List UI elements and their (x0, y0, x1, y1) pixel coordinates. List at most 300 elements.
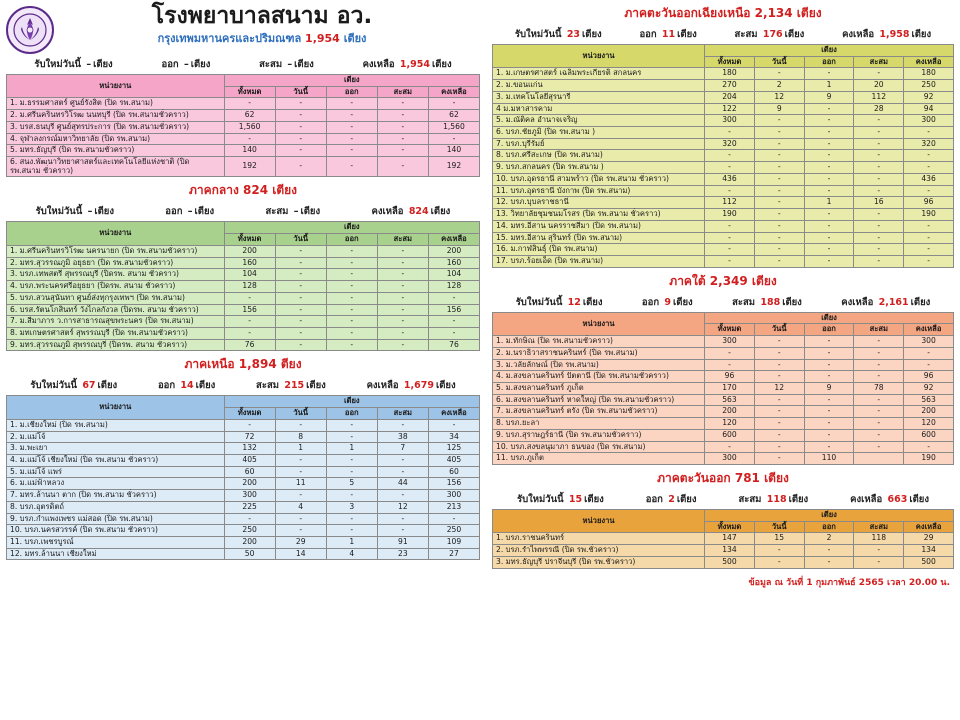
cell-out: - (326, 292, 377, 304)
table-row (493, 453, 954, 465)
cell-unit-name: 3. บรภ.เทพสตรี สุพรรณบุรี (ปิดรพ. สนาม ชั่วคราว) (7, 269, 225, 281)
cell-unit-name: 10. บรภ.อุดรธานี สามพร้าว (ปิด รพ.สนาม ชั่วคราว) (493, 173, 705, 185)
cell-cumulative: - (854, 429, 904, 441)
cell-remaining: 94 (904, 103, 954, 115)
table-row (493, 441, 954, 453)
cell-total: 200 (705, 406, 755, 418)
table-row (493, 545, 954, 557)
cell-remaining: - (904, 162, 954, 174)
table-row (7, 466, 480, 478)
cell-today: - (275, 513, 326, 525)
table-row (493, 197, 954, 209)
cell-cumulative: - (377, 121, 428, 133)
th-beds: เตียง (224, 222, 479, 234)
th-unit: หน่วยงาน (493, 312, 705, 335)
cell-unit-name: 3. ม.วลัยลักษณ์ (ปิด รพ.สนาม) (493, 359, 705, 371)
table-row (7, 501, 480, 513)
cell-out: - (804, 371, 854, 383)
th-unit: หน่วยงาน (493, 45, 705, 68)
cell-today: - (754, 418, 804, 430)
th-remaining: คงเหลือ (428, 234, 479, 246)
cell-total: - (224, 513, 275, 525)
cell-total: 300 (705, 336, 755, 348)
cell-out: 9 (804, 382, 854, 394)
th-today: วันนี้ (754, 521, 804, 533)
cell-remaining: 500 (904, 556, 954, 568)
th-out: ออก (326, 86, 377, 98)
cell-unit-name: 1. ม.เกษตรศาสตร์ เฉลิมพระเกียรติ สกลนคร (493, 68, 705, 80)
cell-total: 104 (224, 269, 275, 281)
cell-unit-name: 4 ม.มหาสารคาม (493, 103, 705, 115)
cell-unit-name: 8. มทเกษตรศาสตร์ สุพรรณบุรี (ปิด รพ.สนามชั่วคราว) (7, 327, 225, 339)
cell-today: 8 (275, 431, 326, 443)
cell-cumulative: 7 (377, 443, 428, 455)
cell-cumulative: 91 (377, 537, 428, 549)
th-beds: เตียง (705, 45, 954, 57)
cell-cumulative: - (377, 110, 428, 122)
cell-cumulative: - (854, 441, 904, 453)
cell-cumulative: - (377, 339, 428, 351)
cell-cumulative: 112 (854, 91, 904, 103)
cell-total: 225 (224, 501, 275, 513)
th-beds: เตียง (224, 396, 479, 408)
cell-today: 14 (275, 548, 326, 560)
cell-unit-name: 3. บรส.ธนบุรี ศูนย์สุทรประการ (ปิด รพ.สนามชั่วคราว) (7, 121, 225, 133)
cell-remaining: 300 (904, 336, 954, 348)
cell-unit-name: 17. บรภ.ร้อยเอ็ด (ปิด รพ.สนาม) (493, 255, 705, 267)
cell-total: - (705, 220, 755, 232)
cell-total: 96 (705, 371, 755, 383)
cell-unit-name: 5. บรภ.สวนสุนันทา ศูนย์ส่งทุกรุงเทพฯ (ปิด รพ.สนาม) (7, 292, 225, 304)
cell-cumulative: - (854, 162, 904, 174)
table-row (7, 304, 480, 316)
cell-today: - (275, 419, 326, 431)
cell-unit-name: 7. ม.สงขลานครินทร์ ตรัง (ปิด รพ.สนามชั่วคราว) (493, 406, 705, 418)
cell-cumulative: 38 (377, 431, 428, 443)
cell-total: 50 (224, 548, 275, 560)
table-row (7, 525, 480, 537)
cell-total: - (705, 150, 755, 162)
cell-unit-name: 4. จุฬาลงกรณ์มหาวิทยาลัย (ปิด รพ.สนาม) (7, 133, 225, 145)
cell-total: 156 (224, 304, 275, 316)
cell-total: 140 (224, 145, 275, 157)
cell-total: 180 (705, 68, 755, 80)
summary-bar-central: รับใหม่วันนี้ – เตียง ออก – เตียง สะสม – เตียง คงเหลือ 824 เตียง (35, 206, 451, 218)
cell-today: - (754, 406, 804, 418)
cell-out: - (326, 98, 377, 110)
th-remaining: คงเหลือ (904, 521, 954, 533)
cell-total: 204 (705, 91, 755, 103)
cell-total: 170 (705, 382, 755, 394)
cell-unit-name: 5. ม.ณัติคล อำนาจเจริญ (493, 115, 705, 127)
cell-unit-name: 16. ม.กาฬสินธุ์ (ปิด รพ.สนาม) (493, 244, 705, 256)
cell-today: - (275, 157, 326, 177)
cell-cumulative: - (377, 513, 428, 525)
subtitle-beds-number: 1,954 (305, 32, 340, 46)
th-out: ออก (326, 408, 377, 420)
cell-today: - (754, 556, 804, 568)
cell-cumulative: 78 (854, 382, 904, 394)
cell-today: - (754, 453, 804, 465)
cell-today: 1 (275, 443, 326, 455)
cell-unit-name: 2. มทร.สุวรรณภูมิ อยุธยา (ปิด รพ.สนามชั่วคราว) (7, 257, 225, 269)
cell-total: - (705, 162, 755, 174)
cell-unit-name: 2. บรภ.รำไพพรรณี (ปิด รพ.ชั่วคราว) (493, 545, 705, 557)
cell-out: - (326, 490, 377, 502)
cell-remaining: 300 (904, 115, 954, 127)
cell-remaining: 1,560 (428, 121, 479, 133)
th-today: วันนี้ (275, 86, 326, 98)
cell-today: - (754, 173, 804, 185)
cell-today: - (275, 281, 326, 293)
table-northeast (492, 44, 954, 268)
cell-out: 3 (326, 501, 377, 513)
table-row (493, 336, 954, 348)
table-row (7, 339, 480, 351)
cell-out: - (804, 418, 854, 430)
cell-total: - (705, 244, 755, 256)
cell-remaining: - (904, 127, 954, 139)
th-out: ออก (804, 324, 854, 336)
cell-total: 160 (224, 257, 275, 269)
cell-today: - (754, 209, 804, 221)
cell-remaining: 192 (428, 157, 479, 177)
cell-out: - (326, 281, 377, 293)
table-header-row (493, 510, 954, 522)
cell-today: - (754, 394, 804, 406)
cell-today: - (275, 98, 326, 110)
cell-out: - (326, 245, 377, 257)
table-central (6, 221, 480, 351)
cell-unit-name: 8. บรภ.ยะลา (493, 418, 705, 430)
cell-out: 9 (804, 91, 854, 103)
cell-unit-name: 11. บรภ.เพชรบูรณ์ (7, 537, 225, 549)
cell-total: 300 (705, 115, 755, 127)
cell-cumulative: - (854, 336, 904, 348)
cell-out: - (804, 347, 854, 359)
cell-unit-name: 9. มทร.สุวรรณภูมิ สุพรรณบุรี (ปิดรพ. สนาม ชั่วคราว) (7, 339, 225, 351)
cell-cumulative: - (377, 257, 428, 269)
table-header-row (7, 396, 480, 408)
cell-remaining: - (428, 292, 479, 304)
cell-out: 1 (804, 80, 854, 92)
cell-unit-name: 3. ม.พะเยา (7, 443, 225, 455)
cell-today: - (275, 316, 326, 328)
cell-remaining: - (428, 316, 479, 328)
cell-total: - (224, 133, 275, 145)
cell-cumulative: 23 (377, 548, 428, 560)
cell-out: - (804, 336, 854, 348)
th-total: ทั้งหมด (224, 408, 275, 420)
cell-unit-name: 9. บรภ.กำแพงเพชร แม่สอด (ปิด รพ.สนาม) (7, 513, 225, 525)
table-north (6, 395, 480, 560)
cell-today: - (275, 490, 326, 502)
cell-total: - (705, 185, 755, 197)
cell-remaining: 62 (428, 110, 479, 122)
table-south (492, 312, 954, 465)
cell-unit-name: 6. บรส.รัตนโกสินทร์ วังไกลกังวล (ปิดรพ. สนาม ชั่วคราว) (7, 304, 225, 316)
cell-today: - (275, 121, 326, 133)
table-bkk (6, 74, 480, 177)
table-row (7, 490, 480, 502)
cell-cumulative: - (377, 157, 428, 177)
table-row (493, 359, 954, 371)
cell-remaining: - (904, 185, 954, 197)
cell-out: - (804, 115, 854, 127)
cell-out: - (326, 339, 377, 351)
cell-cumulative: - (377, 327, 428, 339)
cell-total: - (705, 347, 755, 359)
page-subtitle (44, 29, 480, 47)
cell-out: - (804, 255, 854, 267)
cell-total: 405 (224, 454, 275, 466)
table-row (493, 68, 954, 80)
cell-total: 62 (224, 110, 275, 122)
cell-today: - (754, 429, 804, 441)
cell-remaining: - (904, 255, 954, 267)
table-row (493, 162, 954, 174)
cell-out: - (804, 209, 854, 221)
cell-unit-name: 7. บรภ.บุรีรัมย์ (493, 138, 705, 150)
cell-unit-name: 9. บรภ.สุราษฎร์ธานี (ปิด รพ.สนามชั่วคราว) (493, 429, 705, 441)
cell-out: - (326, 269, 377, 281)
th-remaining: คงเหลือ (428, 408, 479, 420)
cell-remaining: 92 (904, 382, 954, 394)
cell-remaining: 190 (904, 209, 954, 221)
cell-unit-name: 7. มทร.ล้านนา ตาก (ปิด รพ.สนาม ชั่วคราว) (7, 490, 225, 502)
cell-remaining: 92 (904, 91, 954, 103)
cell-out: - (326, 157, 377, 177)
cell-total: - (705, 232, 755, 244)
table-row (493, 382, 954, 394)
cell-total: 200 (224, 537, 275, 549)
header-text (44, 4, 480, 47)
cell-cumulative: - (377, 419, 428, 431)
cell-out: - (326, 257, 377, 269)
left-column (0, 0, 486, 560)
page-title: โรงพยาบาลสนาม อว. (151, 3, 373, 29)
th-total: ทั้งหมด (705, 324, 755, 336)
cell-cumulative: - (377, 316, 428, 328)
th-cumulative: สะสม (854, 56, 904, 68)
cell-cumulative: 16 (854, 197, 904, 209)
table-row (493, 185, 954, 197)
cell-total: 72 (224, 431, 275, 443)
cell-remaining: 134 (904, 545, 954, 557)
cell-today: - (754, 244, 804, 256)
cell-remaining: 125 (428, 443, 479, 455)
cell-remaining: 180 (904, 68, 954, 80)
cell-total: - (224, 98, 275, 110)
cell-out: - (804, 220, 854, 232)
cell-remaining: 96 (904, 371, 954, 383)
region-title-central: ภาคกลาง 824 เตียง (188, 183, 298, 198)
cell-unit-name: 10. บรภ.สงขลนุมาภา ธนของ (ปิด รพ.สนาม) (493, 441, 705, 453)
table-row (493, 209, 954, 221)
th-unit: หน่วยงาน (7, 396, 225, 419)
cell-out: - (804, 394, 854, 406)
cell-today: - (275, 304, 326, 316)
cell-out: - (804, 429, 854, 441)
cell-cumulative: - (377, 304, 428, 316)
cell-unit-name: 5. ม.แม่โจ้ แพร่ (7, 466, 225, 478)
table-row (493, 103, 954, 115)
cell-remaining: 200 (428, 245, 479, 257)
table-row (7, 145, 480, 157)
cell-unit-name: 5. มทร.ธัญบุรี (ปิด รพ.สนามชั่วคราว) (7, 145, 225, 157)
cell-out: - (804, 441, 854, 453)
cell-cumulative: - (377, 98, 428, 110)
table-row (7, 537, 480, 549)
cell-total: 122 (705, 103, 755, 115)
table-row (7, 419, 480, 431)
cell-cumulative: - (377, 525, 428, 537)
cell-today: - (754, 347, 804, 359)
summary-bar-north: รับใหม่วันนี้ 67 เตียง ออก 14 เตียง สะสม 215 เตียง คงเหลือ 1,679 เตียง (30, 380, 456, 392)
cell-total: 1,560 (224, 121, 275, 133)
table-row (493, 127, 954, 139)
cell-unit-name: 1. ม.ทักษิณ (ปิด รพ.สนามชั่วคราว) (493, 336, 705, 348)
cell-today: - (275, 339, 326, 351)
cell-cumulative: - (854, 394, 904, 406)
cell-cumulative: 28 (854, 103, 904, 115)
th-unit: หน่วยงาน (7, 75, 225, 98)
cell-cumulative: - (854, 150, 904, 162)
th-total: ทั้งหมด (705, 56, 755, 68)
cell-unit-name: 12. บรภ.บุบลราชธานี (493, 197, 705, 209)
th-today: วันนี้ (754, 56, 804, 68)
table-row (7, 245, 480, 257)
cell-unit-name: 14. มทร.อีสาน นครราชสีมา (ปิด รพ.สนาม) (493, 220, 705, 232)
cell-out: - (326, 454, 377, 466)
table-east (492, 509, 954, 569)
cell-out: - (804, 127, 854, 139)
cell-remaining: 128 (428, 281, 479, 293)
cell-unit-name: 8. บรภ.อุตรดิตถ์ (7, 501, 225, 513)
cell-remaining: 160 (428, 257, 479, 269)
table-row (7, 121, 480, 133)
cell-total: - (705, 255, 755, 267)
cell-today: - (754, 150, 804, 162)
table-row (493, 533, 954, 545)
cell-unit-name: 11. บรภ.ภูเก็ต (493, 453, 705, 465)
report-header (0, 0, 486, 54)
table-row (493, 138, 954, 150)
cell-today: - (754, 336, 804, 348)
cell-cumulative: - (854, 185, 904, 197)
cell-out: - (804, 359, 854, 371)
cell-out: 110 (804, 453, 854, 465)
cell-total: - (705, 127, 755, 139)
table-row (493, 406, 954, 418)
cell-today: - (754, 68, 804, 80)
cell-today: 12 (754, 91, 804, 103)
table-row (493, 556, 954, 568)
cell-remaining: 300 (428, 490, 479, 502)
cell-remaining: 156 (428, 478, 479, 490)
table-row (7, 257, 480, 269)
th-total: ทั้งหมด (705, 521, 755, 533)
th-cumulative: สะสม (377, 86, 428, 98)
cell-total: 600 (705, 429, 755, 441)
cell-total: 270 (705, 80, 755, 92)
cell-total: 563 (705, 394, 755, 406)
th-beds: เตียง (224, 75, 479, 87)
cell-today: - (275, 466, 326, 478)
cell-cumulative: - (854, 209, 904, 221)
cell-today: - (754, 162, 804, 174)
cell-cumulative: - (377, 245, 428, 257)
cell-unit-name: 3. มทร.ธัญบุรี ปราจีนบุรี (ปิด รพ.ชั่วคราว) (493, 556, 705, 568)
cell-remaining: - (428, 513, 479, 525)
summary-bar-bkk: รับใหม่วันนี้ – เตียง ออก – เตียง สะสม – เตียง คงเหลือ 1,954 เตียง (34, 59, 452, 70)
cell-cumulative: - (854, 232, 904, 244)
th-today: วันนี้ (754, 324, 804, 336)
cell-cumulative: - (854, 138, 904, 150)
region-title-north: ภาคเหนือ 1,894 ตียง (184, 357, 302, 372)
table-header-row (7, 75, 480, 87)
region-title-south: ภาคใต้ 2,349 เตียง (669, 273, 777, 288)
cell-today: 15 (754, 533, 804, 545)
cell-remaining: - (428, 419, 479, 431)
cell-unit-name: 7. ม.สีมาภาร ว.การสาธารณสุขพระนคร (ปิด รพ.สนาม) (7, 316, 225, 328)
cell-today: - (754, 220, 804, 232)
cell-unit-name: 2. ม.ศรีนครินทรวิโรฒ นนทบุรี (ปิด รพ.สนามชั่วคราว) (7, 110, 225, 122)
cell-out: - (804, 162, 854, 174)
cell-out: - (326, 327, 377, 339)
cell-total: 134 (705, 545, 755, 557)
cell-cumulative: 44 (377, 478, 428, 490)
table-row (493, 371, 954, 383)
cell-today: - (754, 232, 804, 244)
cell-out: - (326, 304, 377, 316)
cell-today: - (275, 269, 326, 281)
cell-out: - (804, 244, 854, 256)
cell-today: 2 (754, 80, 804, 92)
cell-today: - (754, 441, 804, 453)
table-row (493, 220, 954, 232)
subtitle-beds-unit: เตียง (343, 32, 367, 46)
cell-remaining: - (904, 244, 954, 256)
cell-out: 1 (326, 537, 377, 549)
cell-total: 436 (705, 173, 755, 185)
cell-out: 1 (804, 197, 854, 209)
cell-today: - (275, 245, 326, 257)
cell-total: 112 (705, 197, 755, 209)
cell-out: - (326, 466, 377, 478)
cell-today: - (275, 327, 326, 339)
cell-total: 60 (224, 466, 275, 478)
cell-today: - (754, 115, 804, 127)
cell-total: 300 (705, 453, 755, 465)
cell-unit-name: 4. บรภ.พระนครศรีอยุธยา (ปิดรพ. สนาม ชั่วคราว) (7, 281, 225, 293)
table-header-row (7, 222, 480, 234)
cell-unit-name: 6. บรภ.ชัยภูมิ (ปิด รพ.สนาม ) (493, 127, 705, 139)
table-row (7, 431, 480, 443)
cell-today: 11 (275, 478, 326, 490)
cell-unit-name: 1. บรภ.ราชนครินทร์ (493, 533, 705, 545)
th-total: ทั้งหมด (224, 86, 275, 98)
cell-total: - (224, 327, 275, 339)
cell-unit-name: 9. บรภ.สกลนคร (ปิด รพ.สนาม ) (493, 162, 705, 174)
cell-remaining: 96 (904, 197, 954, 209)
cell-remaining: 600 (904, 429, 954, 441)
table-row (493, 418, 954, 430)
cell-today: - (275, 454, 326, 466)
cell-unit-name: 15. มทร.อีสาน สุรินทร์ (ปิด รพ.สนาม) (493, 232, 705, 244)
cell-total: 120 (705, 418, 755, 430)
cell-remaining: 250 (904, 80, 954, 92)
